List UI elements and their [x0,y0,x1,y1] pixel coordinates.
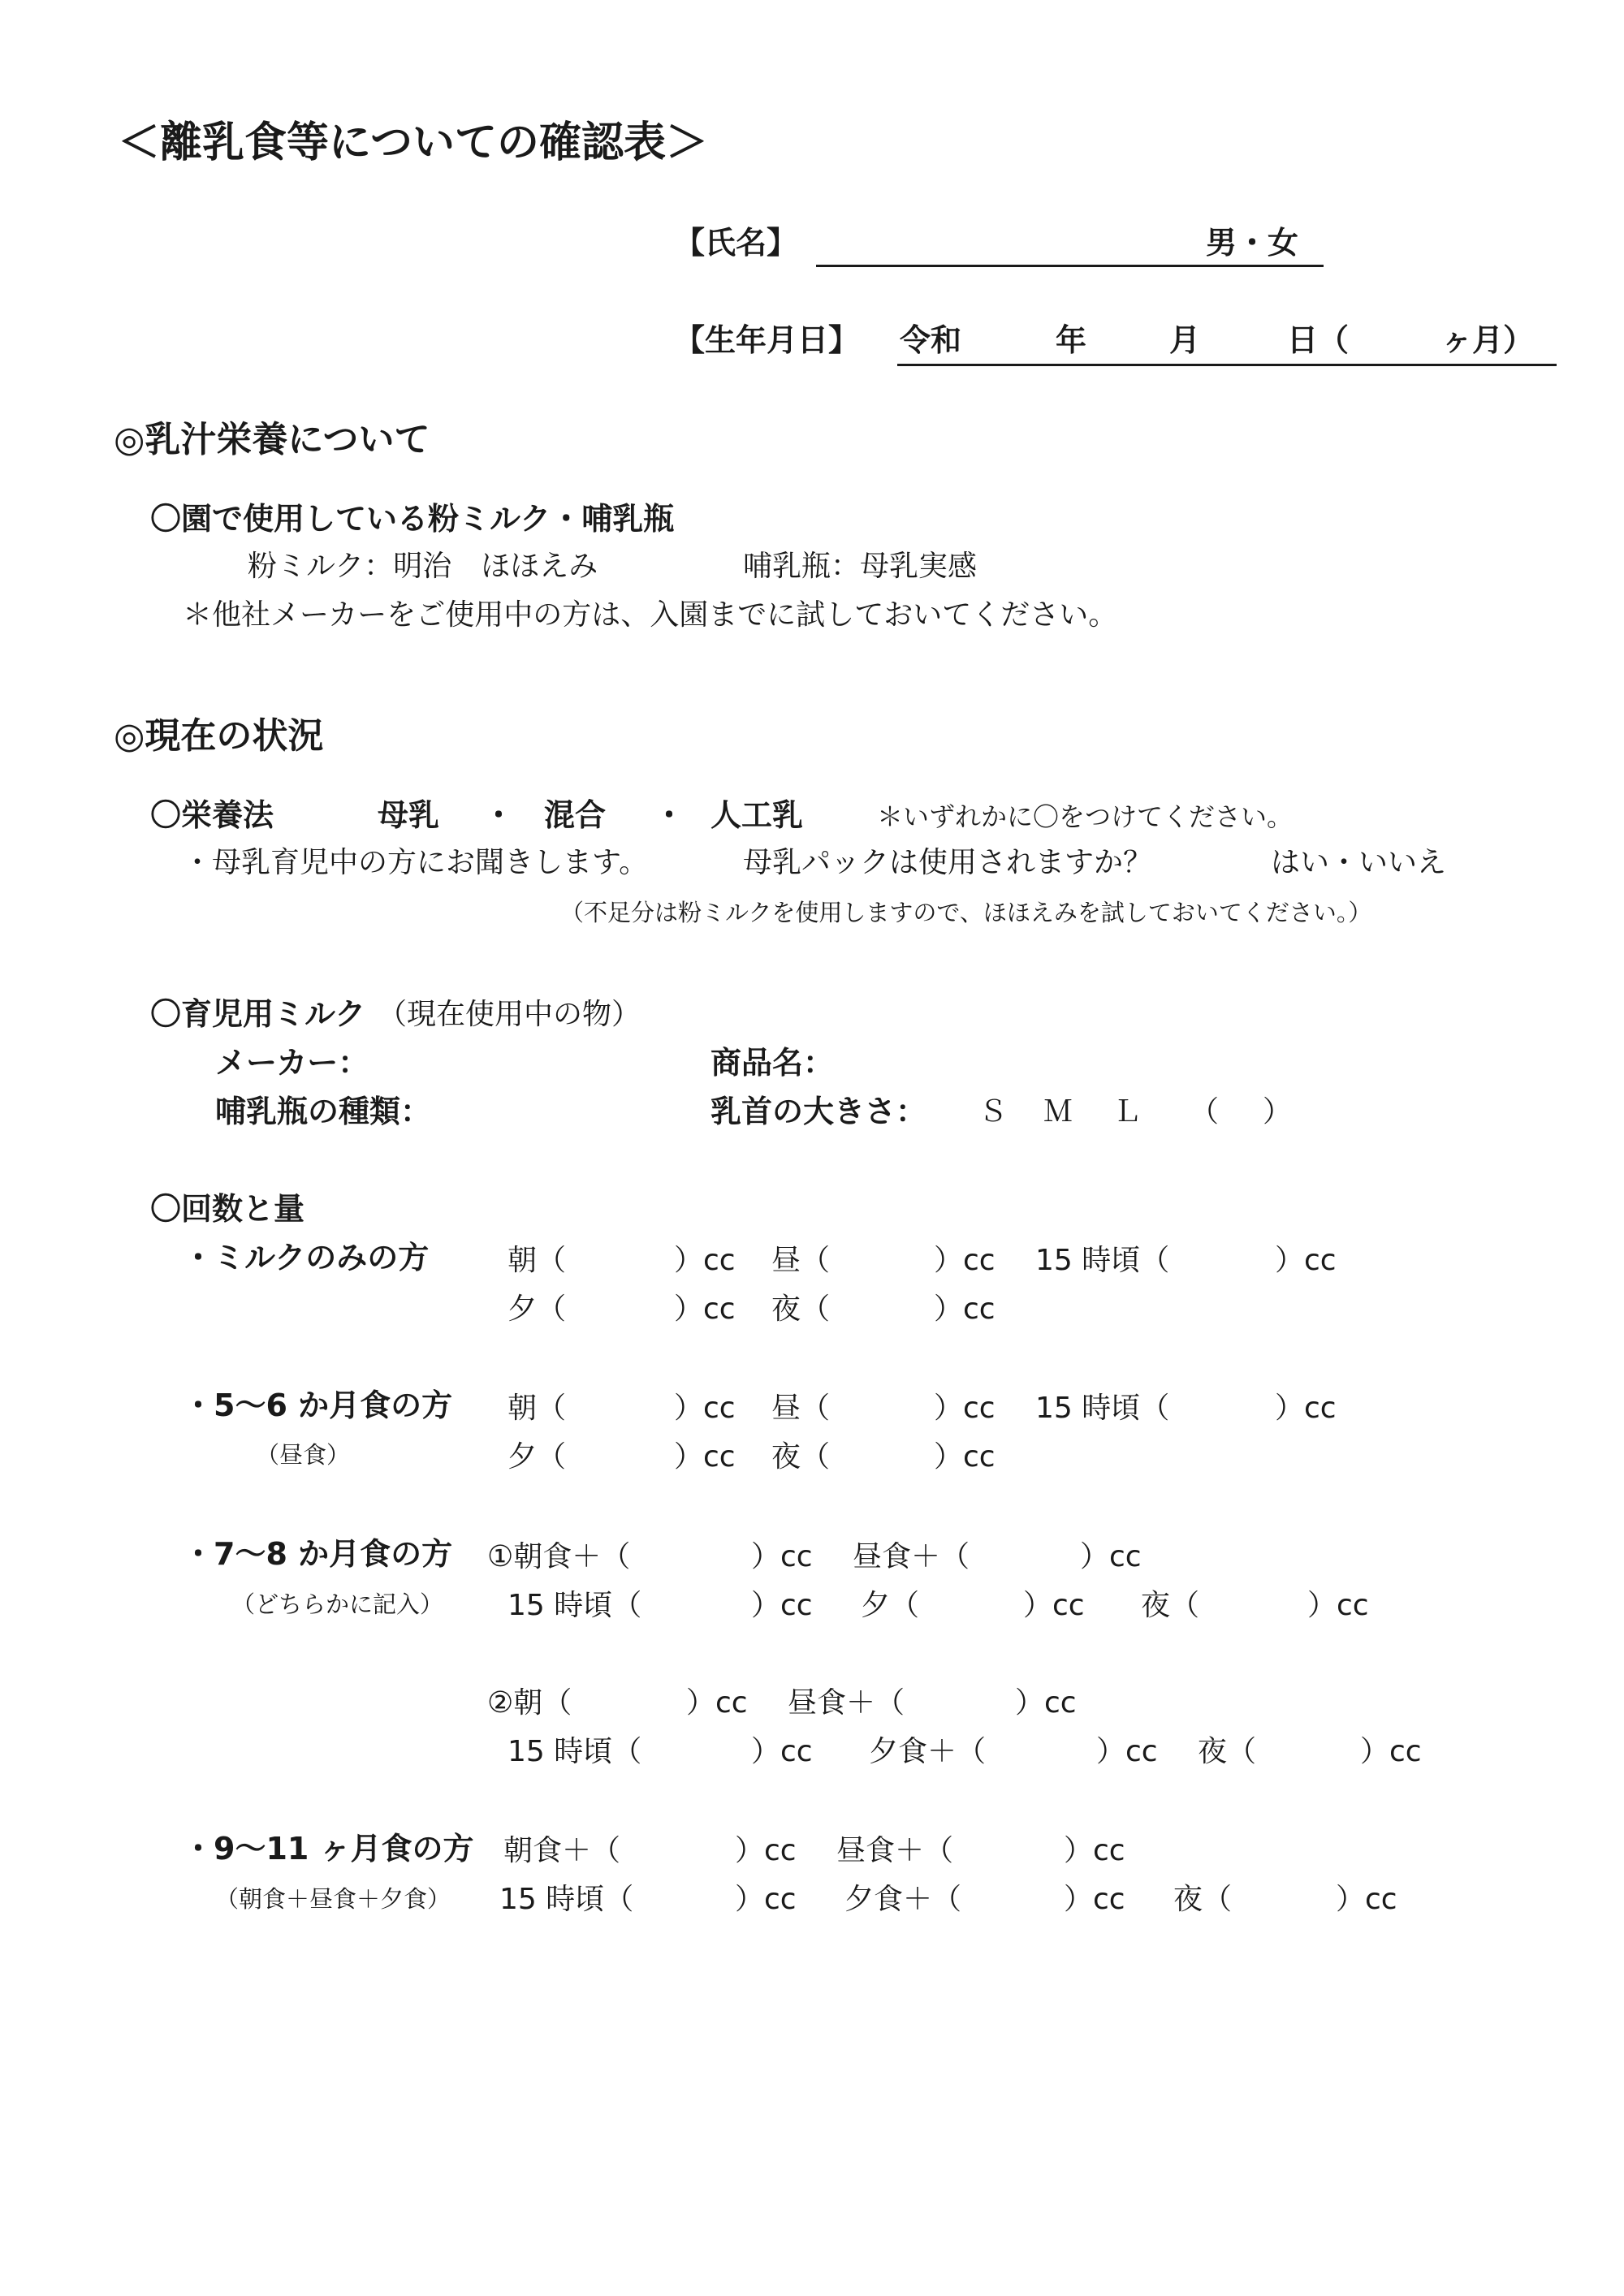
nipple-size-other-close: ） [1263,1095,1293,1129]
opt2-morning-cc: ）cc [686,1686,748,1720]
milk-pack-question: 母乳パックは使用されますか？ [743,846,1153,879]
opt1-three-pm-open: 15 時頃（ [508,1589,642,1622]
circle-one-note: ＊いずれかに〇をつけてください。 [877,801,1294,832]
lunch-open: 昼食＋（ [836,1834,954,1867]
opt2-morning-open: ②朝（ [487,1686,572,1720]
night-open: 夜（ [771,1293,831,1326]
birth-month-unit: 月 [1169,322,1201,358]
product-name-label: 商品名： [710,1045,835,1081]
three-pm-open: 15 時頃（ [1035,1244,1170,1277]
opt2-lunch-open: 昼食＋（ [788,1686,905,1720]
opt1-evening-open: 夕（ [861,1589,920,1622]
formula-heading: 〇育児用ミルク [150,996,366,1032]
nursery-milk-heading: 〇園で使用している粉ミルク・哺乳瓶 [150,501,675,537]
dinner-cc: ）cc [1064,1883,1125,1916]
morning-open: 朝（ [508,1244,567,1277]
morning-open: 朝（ [508,1392,567,1425]
nipple-size-l[interactable]: Ｌ [1112,1095,1142,1129]
option-breast-milk[interactable]: 母乳 [378,797,440,833]
months-5-6-label: ・5～6 か月食の方 [183,1388,453,1423]
opt1-lunch-open: 昼食＋（ [853,1540,970,1573]
maker-label: メーカー： [215,1045,369,1081]
formula-heading-note: （現在使用中の物） [378,998,641,1031]
section-breast-milk-heading: ◎乳汁栄養について [114,419,430,460]
evening-open: 夕（ [508,1293,567,1326]
three-pm-cc: ）cc [735,1883,797,1916]
dinner-open: 夕食＋（ [844,1883,962,1916]
breakfast-open: 朝食＋（ [503,1834,621,1867]
birth-age-months: ヶ月） [1441,322,1535,358]
page-title: ＜離乳食等についての確認表＞ [118,119,708,167]
birth-era: 令和 [900,322,962,358]
opt2-three-pm-cc: ）cc [751,1735,813,1768]
morning-cc: ）cc [674,1392,736,1425]
breastfeeding-question: ・母乳育児中の方にお聞きします。 [183,846,649,879]
night-cc: ）cc [1336,1883,1397,1916]
birthdate-label: 【生年月日】 [674,322,860,358]
opt1-breakfast-cc: ）cc [751,1540,813,1573]
nipple-size-m[interactable]: Ｍ [1043,1095,1073,1129]
birthdate-underline[interactable] [897,364,1557,366]
nursery-bottle: 哺乳瓶：母乳実感 [743,550,978,583]
opt1-night-cc: ）cc [1307,1589,1369,1622]
nipple-size-label: 乳首の大きさ： [710,1094,927,1129]
evening-open: 夕（ [508,1440,567,1474]
night-cc: ）cc [934,1293,996,1326]
noon-open: 昼（ [771,1392,831,1425]
opt2-night-cc: ）cc [1360,1735,1422,1768]
other-maker-note: ＊他社メーカーをご使用中の方は、入園までに試しておいてください。 [183,598,1118,632]
opt2-lunch-cc: ）cc [1015,1686,1077,1720]
birth-day-unit: 日（ [1287,322,1350,358]
three-pm-cc: ）cc [1275,1392,1337,1425]
name-underline[interactable] [816,265,1324,267]
bottle-type-label: 哺乳瓶の種類： [215,1094,432,1129]
section-current-status-heading: ◎現在の状況 [114,715,324,757]
noon-open: 昼（ [771,1244,831,1277]
yes-no-options[interactable]: はい・いいえ [1271,846,1447,879]
opt1-breakfast-open: ①朝食＋（ [487,1540,631,1573]
nipple-size-s[interactable]: Ｓ [978,1095,1009,1129]
months-5-6-sublabel: （昼食） [256,1441,351,1469]
months-9-11-sublabel: （朝食＋昼食＋夕食） [215,1885,451,1913]
three-pm-open: 15 時頃（ [499,1883,634,1916]
morning-cc: ）cc [674,1244,736,1277]
option-separator: ・ [654,797,685,833]
nursery-powdered-milk: 粉ミルク：明治 ほほえみ [248,550,598,583]
three-pm-cc: ）cc [1275,1244,1337,1277]
opt2-night-open: 夜（ [1198,1735,1257,1768]
months-7-8-label: ・7～8 か月食の方 [183,1536,453,1572]
opt1-three-pm-cc: ）cc [751,1589,813,1622]
option-mixed[interactable]: 混合 [544,797,607,833]
breakfast-cc: ）cc [735,1834,797,1867]
night-open: 夜（ [771,1440,831,1474]
evening-cc: ）cc [674,1293,736,1326]
evening-cc: ）cc [674,1440,736,1474]
gender-options[interactable]: 男・女 [1206,225,1299,261]
night-open: 夜（ [1173,1883,1233,1916]
months-9-11-label: ・9～11 ヶ月食の方 [183,1831,474,1867]
opt2-dinner-cc: ）cc [1096,1735,1158,1768]
opt1-evening-cc: ）cc [1023,1589,1085,1622]
option-formula[interactable]: 人工乳 [710,797,804,833]
opt2-dinner-open: 夕食＋（ [869,1735,987,1768]
opt1-night-open: 夜（ [1141,1589,1200,1622]
amount-heading: 〇回数と量 [150,1191,305,1227]
shortage-note: （不足分は粉ミルクを使用しますので、ほほえみを試しておいてください。） [560,899,1372,926]
noon-cc: ）cc [934,1392,996,1425]
lunch-cc: ）cc [1064,1834,1125,1867]
months-7-8-sublabel: （どちらかに記入） [231,1590,444,1618]
nutrition-method-label: 〇栄養法 [150,797,274,833]
opt2-three-pm-open: 15 時頃（ [508,1735,642,1768]
opt1-lunch-cc: ）cc [1080,1540,1142,1573]
option-separator: ・ [483,797,515,833]
milk-only-label: ・ミルクのみの方 [183,1240,430,1275]
night-cc: ）cc [934,1440,996,1474]
name-label: 【氏名】 [674,225,798,261]
noon-cc: ）cc [934,1244,996,1277]
three-pm-open: 15 時頃（ [1035,1392,1170,1425]
birth-year-unit: 年 [1056,322,1087,358]
nipple-size-other-open: （ [1190,1095,1220,1129]
